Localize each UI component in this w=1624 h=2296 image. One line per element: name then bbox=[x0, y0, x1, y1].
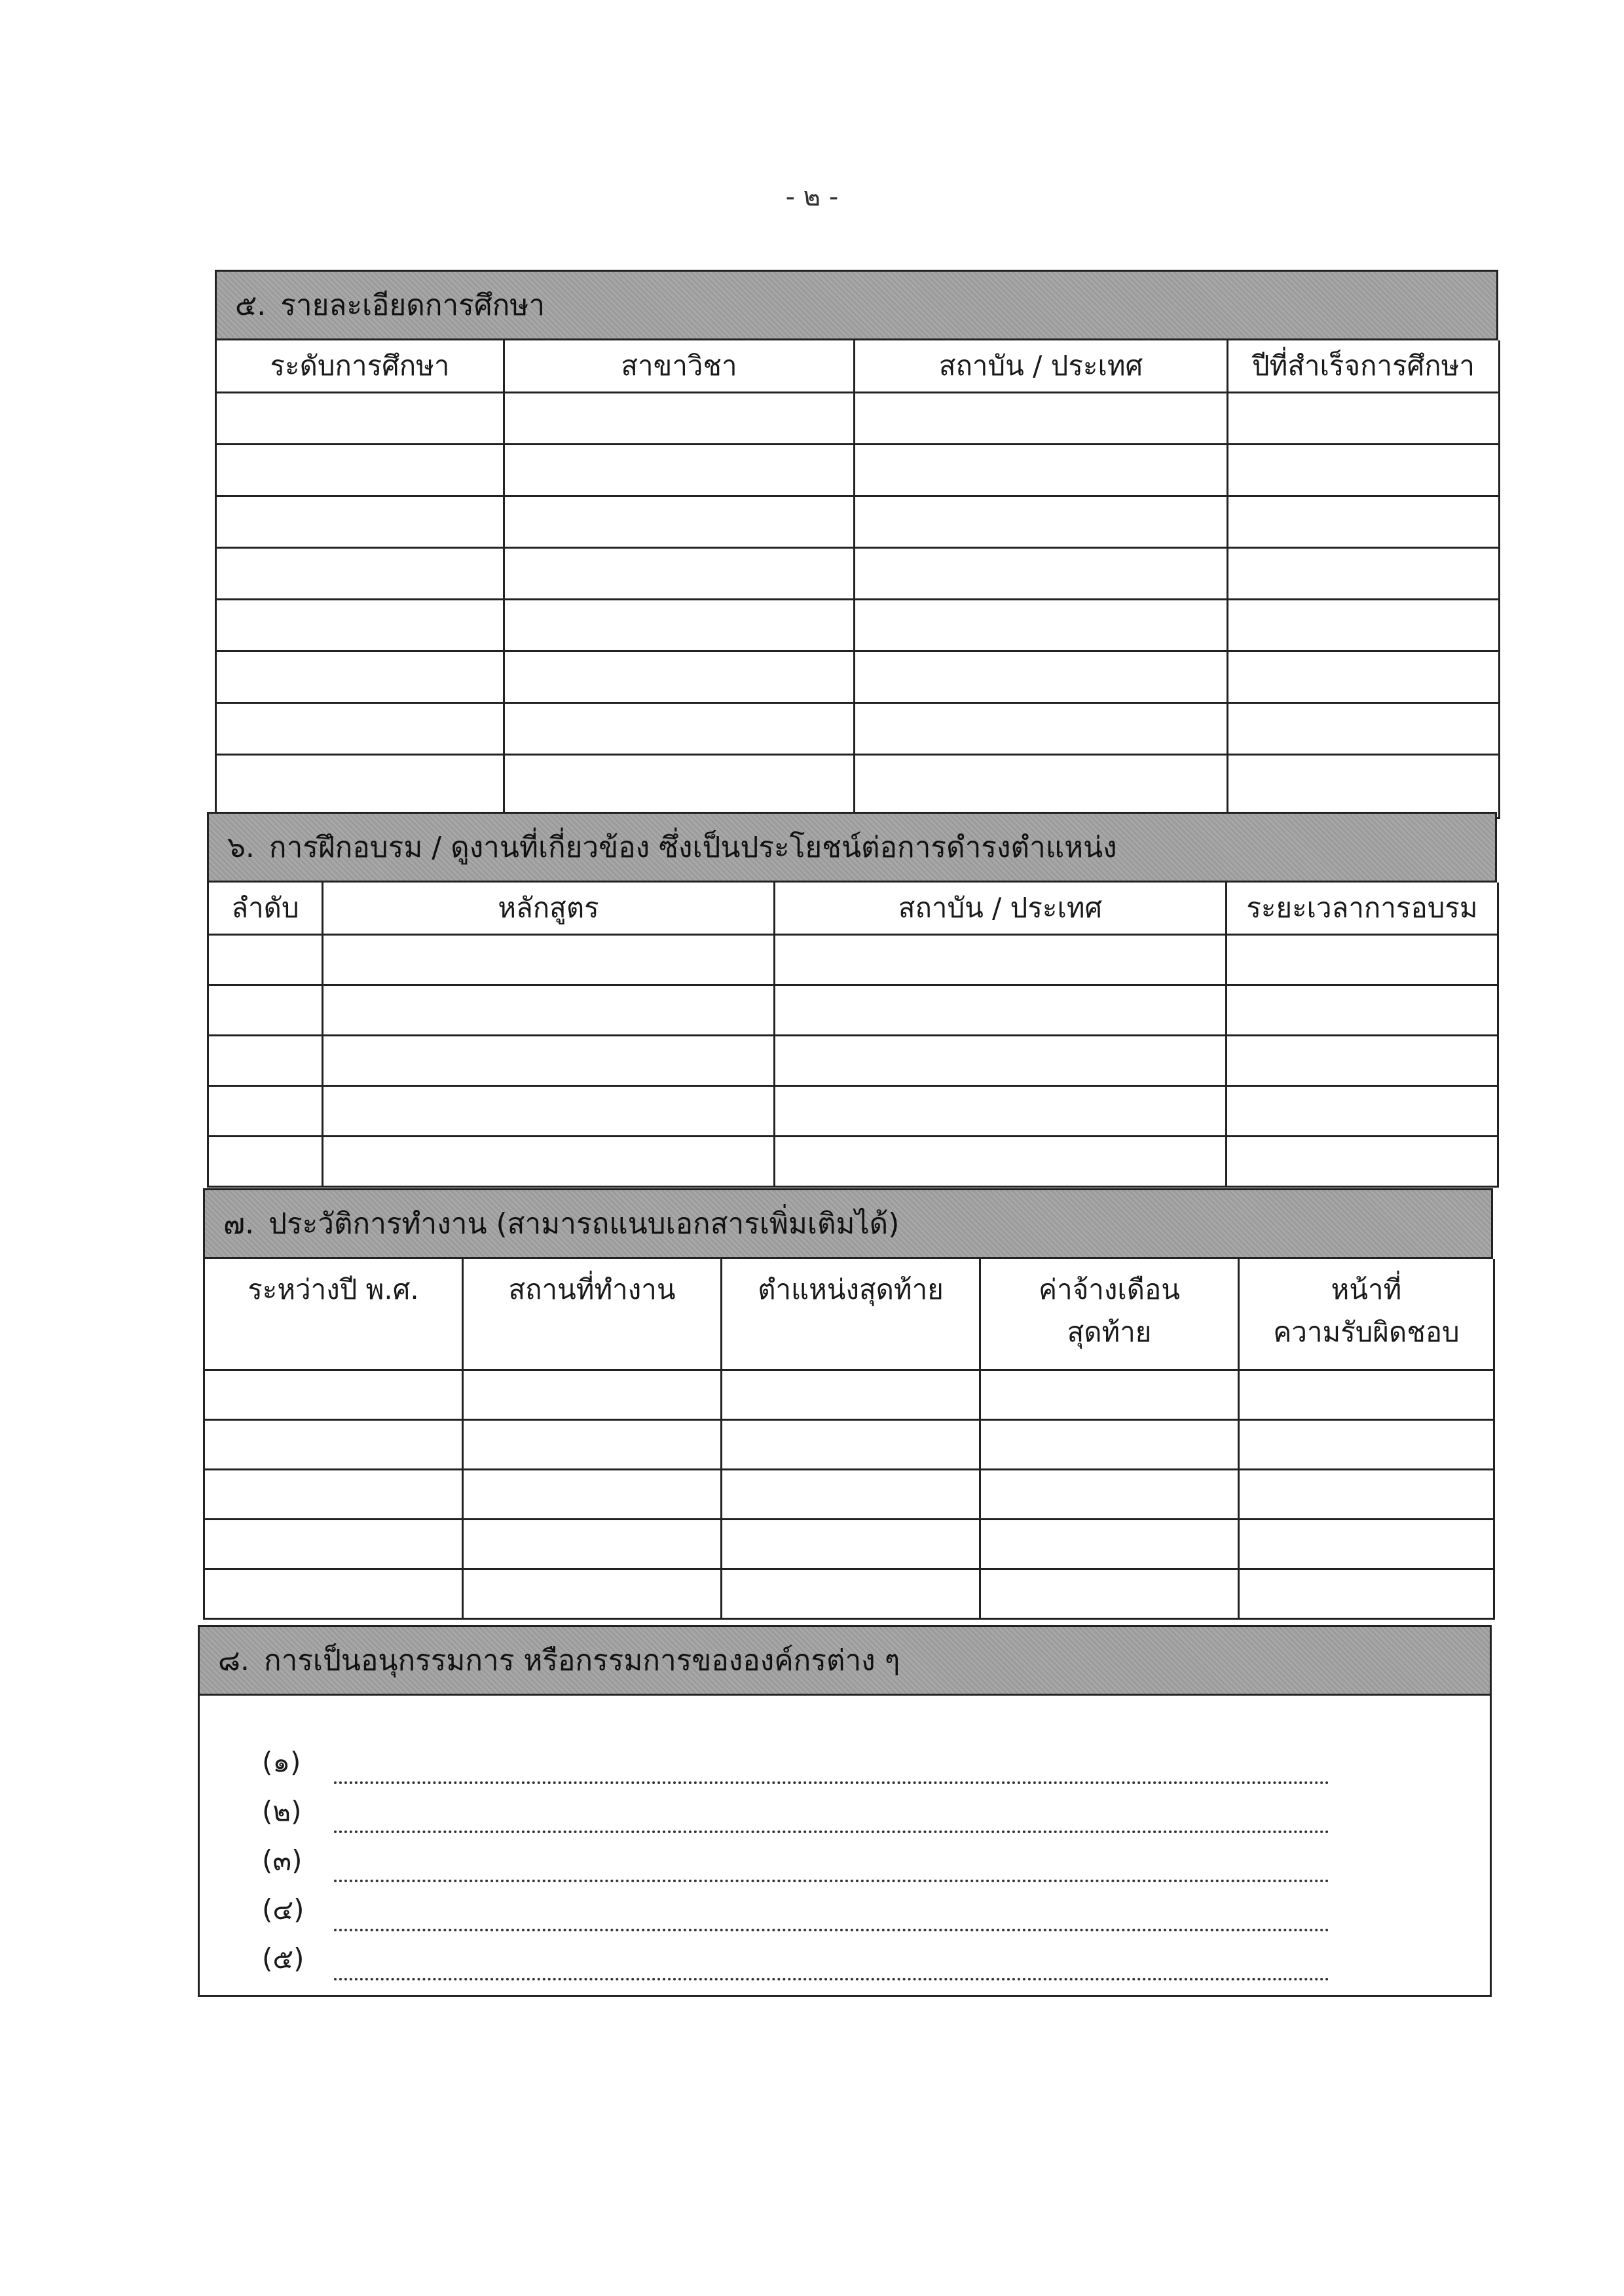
table-cell[interactable] bbox=[1228, 651, 1500, 703]
section-title: การฝึกอบรม / ดูงานที่เกี่ยวข้อง ซึ่งเป็นประโยชน์ต่อการดำรงตำแหน่ง bbox=[268, 831, 1117, 864]
table-cell[interactable] bbox=[216, 651, 504, 703]
table-cell[interactable] bbox=[1228, 393, 1500, 445]
section-title: รายละเอียดการศึกษา bbox=[280, 289, 545, 322]
table-row bbox=[208, 985, 1498, 1036]
table-row bbox=[204, 1370, 1494, 1420]
table-cell[interactable] bbox=[504, 651, 855, 703]
column-header-last-salary bbox=[980, 1259, 1239, 1370]
education-section bbox=[215, 270, 1498, 819]
committee-item-number: (๑) bbox=[262, 1746, 301, 1778]
column-header-course: หลักสูตร bbox=[323, 883, 775, 935]
table-row bbox=[204, 1470, 1494, 1520]
table-header-row bbox=[208, 883, 1498, 935]
table-cell[interactable] bbox=[323, 1137, 775, 1187]
column-header-line: หน้าที่ bbox=[1331, 1273, 1402, 1305]
table-cell[interactable] bbox=[855, 703, 1228, 755]
dotted-fill-line[interactable] bbox=[334, 1901, 1329, 1931]
table-row bbox=[208, 935, 1498, 985]
table-cell[interactable] bbox=[1239, 1370, 1494, 1420]
table-cell[interactable] bbox=[855, 755, 1228, 818]
table-cell[interactable] bbox=[1239, 1520, 1494, 1569]
table-cell[interactable] bbox=[1228, 548, 1500, 600]
column-header-line: สถานที่ทำงาน bbox=[508, 1273, 676, 1305]
table-cell[interactable] bbox=[722, 1520, 980, 1569]
section-number: ๗. bbox=[223, 1207, 255, 1241]
table-cell[interactable] bbox=[323, 935, 775, 985]
table-cell[interactable] bbox=[855, 445, 1228, 496]
table-cell[interactable] bbox=[216, 445, 504, 496]
table-cell[interactable] bbox=[216, 548, 504, 600]
table-cell[interactable] bbox=[1228, 755, 1500, 818]
table-row bbox=[204, 1420, 1494, 1470]
table-cell[interactable] bbox=[208, 1086, 323, 1137]
table-cell[interactable] bbox=[204, 1520, 463, 1569]
column-header-line: ระหว่างปี พ.ศ. bbox=[248, 1273, 419, 1305]
table-cell[interactable] bbox=[775, 935, 1227, 985]
table-cell[interactable] bbox=[463, 1370, 722, 1420]
table-cell[interactable] bbox=[1228, 703, 1500, 755]
table-header-row bbox=[216, 340, 1500, 393]
table-cell[interactable] bbox=[722, 1569, 980, 1619]
table-cell[interactable] bbox=[775, 1036, 1227, 1086]
table-cell[interactable] bbox=[775, 1086, 1227, 1137]
section-title: การเป็นอนุกรรมการ หรือกรรมการขององค์กรต่าง ๆ bbox=[263, 1644, 900, 1677]
dotted-fill-line[interactable] bbox=[334, 1852, 1329, 1882]
section-header bbox=[207, 812, 1497, 883]
table-row bbox=[216, 548, 1500, 600]
committee-list bbox=[198, 1696, 1492, 1997]
table-cell[interactable] bbox=[1239, 1569, 1494, 1619]
table-cell[interactable] bbox=[980, 1520, 1239, 1569]
table-cell[interactable] bbox=[216, 600, 504, 651]
table-cell[interactable] bbox=[722, 1370, 980, 1420]
committee-item bbox=[200, 1833, 1490, 1882]
column-header-education-level: ระดับการศึกษา bbox=[216, 340, 504, 393]
table-cell[interactable] bbox=[463, 1569, 722, 1619]
table-cell[interactable] bbox=[504, 600, 855, 651]
table-cell[interactable] bbox=[323, 1086, 775, 1137]
table-cell[interactable] bbox=[855, 600, 1228, 651]
section-header bbox=[198, 1625, 1492, 1696]
table-cell[interactable] bbox=[208, 935, 323, 985]
committee-item-number: (๒) bbox=[262, 1795, 302, 1827]
table-header-row bbox=[204, 1259, 1494, 1370]
table-cell[interactable] bbox=[323, 985, 775, 1036]
table-cell[interactable] bbox=[208, 1137, 323, 1187]
table-cell[interactable] bbox=[504, 445, 855, 496]
table-cell[interactable] bbox=[504, 703, 855, 755]
section-number: ๘. bbox=[218, 1644, 249, 1677]
table-cell[interactable] bbox=[855, 496, 1228, 548]
work-history-table bbox=[203, 1259, 1495, 1620]
table-row bbox=[208, 1036, 1498, 1086]
table-row bbox=[204, 1569, 1494, 1619]
dotted-fill-line[interactable] bbox=[334, 1754, 1329, 1784]
column-header-line: สุดท้าย bbox=[1067, 1316, 1152, 1349]
column-header-major: สาขาวิชา bbox=[504, 340, 855, 393]
table-cell[interactable] bbox=[504, 755, 855, 818]
table-cell[interactable] bbox=[980, 1470, 1239, 1520]
committee-item-number: (๔) bbox=[262, 1893, 304, 1925]
section-header bbox=[203, 1188, 1493, 1259]
column-header-order: ลำดับ bbox=[208, 883, 323, 935]
column-header-line: ค่าจ้างเดือน bbox=[1039, 1273, 1180, 1305]
table-cell[interactable] bbox=[504, 496, 855, 548]
table-cell[interactable] bbox=[1227, 1036, 1498, 1086]
table-cell[interactable] bbox=[980, 1569, 1239, 1619]
table-cell[interactable] bbox=[855, 651, 1228, 703]
table-cell[interactable] bbox=[208, 1036, 323, 1086]
table-cell[interactable] bbox=[204, 1470, 463, 1520]
table-row bbox=[204, 1520, 1494, 1569]
column-header-institution-country: สถาบัน / ประเทศ bbox=[775, 883, 1227, 935]
table-row bbox=[216, 651, 1500, 703]
table-cell[interactable] bbox=[775, 1137, 1227, 1187]
table-cell[interactable] bbox=[855, 393, 1228, 445]
committee-item bbox=[200, 1735, 1490, 1784]
table-cell[interactable] bbox=[208, 985, 323, 1036]
table-cell[interactable] bbox=[1239, 1420, 1494, 1470]
dotted-fill-line[interactable] bbox=[334, 1950, 1329, 1980]
committee-section bbox=[198, 1625, 1492, 1997]
section-number: ๕. bbox=[235, 289, 267, 322]
column-header-year-range bbox=[204, 1259, 463, 1370]
column-header-training-duration: ระยะเวลาการอบรม bbox=[1227, 883, 1498, 935]
table-cell[interactable] bbox=[463, 1470, 722, 1520]
column-header-responsibilities bbox=[1239, 1259, 1494, 1370]
table-cell[interactable] bbox=[504, 548, 855, 600]
column-header-institution-country: สถาบัน / ประเทศ bbox=[855, 340, 1228, 393]
table-cell[interactable] bbox=[722, 1470, 980, 1520]
education-table bbox=[215, 340, 1500, 819]
table-cell[interactable] bbox=[1228, 445, 1500, 496]
committee-item bbox=[200, 1882, 1490, 1931]
table-cell[interactable] bbox=[204, 1569, 463, 1619]
committee-item bbox=[200, 1931, 1490, 1980]
table-cell[interactable] bbox=[1227, 985, 1498, 1036]
section-title: ประวัติการทำงาน (สามารถแนบเอกสารเพิ่มเติมได้) bbox=[268, 1207, 900, 1241]
table-cell[interactable] bbox=[204, 1420, 463, 1470]
column-header-line: ความรับผิดชอบ bbox=[1273, 1316, 1460, 1349]
table-cell[interactable] bbox=[504, 393, 855, 445]
table-row bbox=[216, 445, 1500, 496]
work-history-section bbox=[203, 1188, 1493, 1620]
table-cell[interactable] bbox=[980, 1420, 1239, 1470]
table-cell[interactable] bbox=[216, 393, 504, 445]
table-cell[interactable] bbox=[463, 1520, 722, 1569]
table-cell[interactable] bbox=[1227, 1137, 1498, 1187]
table-cell[interactable] bbox=[775, 985, 1227, 1036]
section-header bbox=[215, 270, 1498, 340]
table-cell[interactable] bbox=[216, 496, 504, 548]
column-header-graduation-year: ปีที่สำเร็จการศึกษา bbox=[1228, 340, 1500, 393]
table-cell[interactable] bbox=[722, 1420, 980, 1470]
table-row bbox=[216, 703, 1500, 755]
training-table bbox=[207, 883, 1499, 1188]
table-cell[interactable] bbox=[980, 1370, 1239, 1420]
table-cell[interactable] bbox=[216, 703, 504, 755]
table-cell[interactable] bbox=[323, 1036, 775, 1086]
table-row bbox=[208, 1086, 1498, 1137]
table-row bbox=[216, 496, 1500, 548]
table-cell[interactable] bbox=[1228, 600, 1500, 651]
table-cell[interactable] bbox=[463, 1420, 722, 1470]
committee-item-number: (๓) bbox=[262, 1844, 303, 1876]
column-header-workplace bbox=[463, 1259, 722, 1370]
table-cell[interactable] bbox=[1227, 1086, 1498, 1137]
committee-item-number: (๕) bbox=[262, 1942, 304, 1975]
page-number: - ๒ - bbox=[785, 182, 839, 212]
table-row bbox=[216, 600, 1500, 651]
section-number: ๖. bbox=[227, 831, 255, 864]
table-row bbox=[208, 1137, 1498, 1187]
table-row bbox=[216, 755, 1500, 818]
committee-item bbox=[200, 1784, 1490, 1833]
table-row bbox=[216, 393, 1500, 445]
training-section bbox=[207, 812, 1497, 1188]
table-cell[interactable] bbox=[1227, 935, 1498, 985]
table-cell[interactable] bbox=[855, 548, 1228, 600]
table-cell[interactable] bbox=[1228, 496, 1500, 548]
table-cell[interactable] bbox=[1239, 1470, 1494, 1520]
column-header-last-position bbox=[722, 1259, 980, 1370]
column-header-line: ตำแหน่งสุดท้าย bbox=[758, 1273, 944, 1305]
table-cell[interactable] bbox=[216, 755, 504, 818]
dotted-fill-line[interactable] bbox=[334, 1803, 1329, 1833]
table-cell[interactable] bbox=[204, 1370, 463, 1420]
